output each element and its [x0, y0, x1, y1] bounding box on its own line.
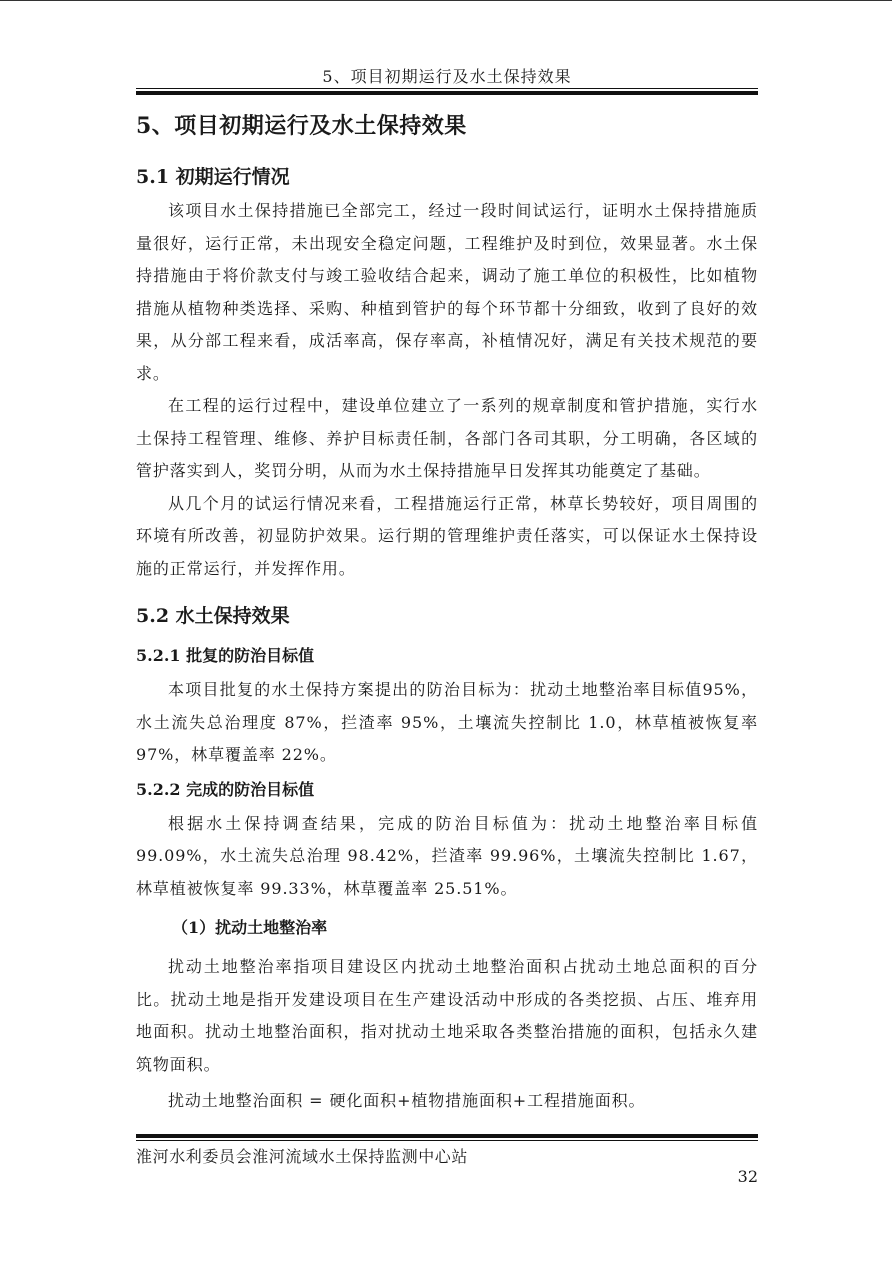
footer-rule-thin [136, 1140, 758, 1141]
footer-organization: 淮河水利委员会淮河流域水土保持监测中心站 [136, 1147, 469, 1166]
header-rule-thick [136, 91, 758, 95]
item-1-heading: （1）扰动土地整治率 [172, 918, 328, 937]
chapter-title: 5、项目初期运行及水土保持效果 [136, 113, 467, 139]
running-header: 5、项目初期运行及水土保持效果 [322, 67, 572, 86]
page-number: 32 [737, 1167, 758, 1186]
paragraph: 扰动土地整治率指项目建设区内扰动土地整治面积占扰动土地总面积的百分比。扰动土地是指开发建设项目在生产建设活动中形成的各类挖损、占压、堆弃用地面积。扰动土地整治面积，指对扰动土地采取各类整治措施的面积，包括永久建筑物面积。 [136, 957, 758, 1074]
subsection-5-2-2-heading: 5.2.2 完成的防治目标值 [136, 779, 315, 799]
subsection-5-2-1-heading: 5.2.1 批复的防治目标值 [136, 646, 315, 665]
paragraph: 本项目批复的水土保持方案提出的防治目标为：扰动土地整治率目标值95%，水土流失总治理度 87%，拦渣率 95%，土壤流失控制比 1.0，林草植被恢复率 97%，林草覆盖率 22%。 [136, 680, 758, 764]
section-5-1-heading: 5.1 初期运行情况 [136, 166, 290, 188]
paragraph: 该项目水土保持措施已全部完工，经过一段时间试运行，证明水土保持措施质量很好，运行正常，未出现安全稳定问题，工程维护及时到位，效果显著。水土保持措施由于将价款支付与竣工验收结合起来，调动了施工单位的积极性，比如植物措施从植物种类选择、采购、种植到管护的每个环节都十分细致，收到了良好的效果，从分部工程来看，成活率高，保存率高，补植情况好，满足有关技术规范的要求。 [136, 201, 758, 383]
paragraph: 根据水土保持调查结果，完成的防治目标值为：扰动土地整治率目标值99.09%，水土流失总治理 98.42%，拦渣率 99.96%，土壤流失控制比 1.67，林草植被恢复率 99.33%，林草覆盖率 25.51%。 [136, 813, 758, 898]
paragraph: 从几个月的试运行情况来看，工程措施运行正常，林草长势较好，项目周围的环境有所改善，初显防护效果。运行期的管理维护责任落实，可以保证水土保持设施的正常运行，并发挥作用。 [136, 493, 758, 578]
page-body [136, 108, 758, 1118]
page-top-border [0, 0, 892, 1]
header-rule-thin [136, 88, 758, 89]
footer-rule-thick [136, 1134, 758, 1138]
formula-line: 扰动土地整治面积 = 硬化面积+植物措施面积+工程措施面积。 [168, 1091, 646, 1110]
paragraph: 在工程的运行过程中，建设单位建立了一系列的规章制度和管护措施，实行水土保持工程管理、维修、养护目标责任制，各部门各司其职，分工明确，各区域的管护落实到人，奖罚分明，从而为水土保持措施早日发挥其功能奠定了基础。 [136, 396, 758, 480]
section-5-1-body [136, 195, 758, 585]
section-5-2-heading: 5.2 水土保持效果 [136, 605, 290, 627]
